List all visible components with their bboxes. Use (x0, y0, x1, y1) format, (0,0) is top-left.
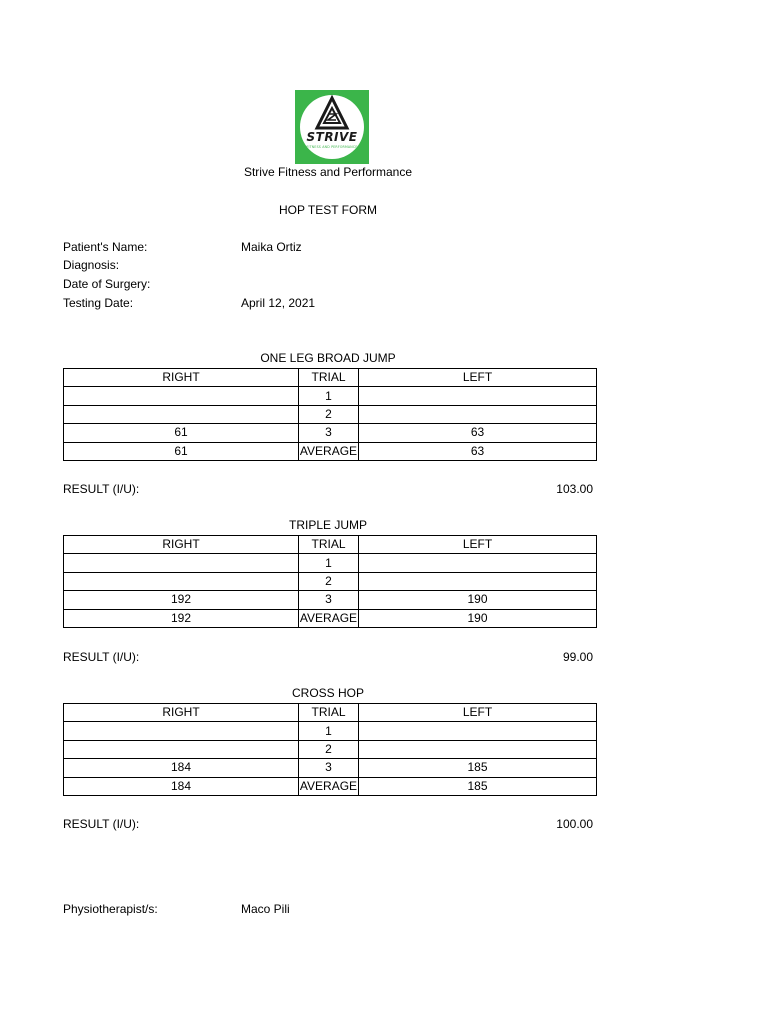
col-trial-header: TRIAL (299, 369, 359, 387)
table-row (64, 722, 597, 740)
left-cell: 185 (359, 759, 597, 777)
table-row (64, 405, 597, 423)
patient-name-label: Patient's Name: (63, 240, 148, 254)
table-row (64, 759, 597, 777)
right-cell (64, 572, 299, 590)
form-title: HOP TEST FORM (278, 203, 377, 217)
trial-cell: 2 (299, 740, 359, 758)
table-header-row (64, 369, 597, 387)
result-label: RESULT (I/U): (63, 650, 140, 664)
triple-jump-table (63, 535, 597, 628)
trial-cell: 3 (299, 424, 359, 442)
trial-cell: AVERAGE (299, 442, 359, 460)
trial-cell: 1 (299, 722, 359, 740)
table-row-average (64, 777, 597, 795)
test-title-cross-hop: CROSS HOP (291, 686, 364, 700)
col-right-header: RIGHT (64, 536, 299, 554)
col-right-header: RIGHT (64, 369, 299, 387)
right-cell: 184 (64, 777, 299, 795)
right-cell (64, 387, 299, 405)
left-cell (359, 405, 597, 423)
right-cell: 61 (64, 442, 299, 460)
left-cell (359, 554, 597, 572)
surgery-date-label: Date of Surgery: (63, 277, 151, 291)
left-cell: 63 (359, 424, 597, 442)
result-label: RESULT (I/U): (63, 482, 140, 496)
col-trial-header: TRIAL (299, 704, 359, 722)
trial-cell: AVERAGE (299, 609, 359, 627)
testing-date-value: April 12, 2021 (241, 296, 316, 310)
right-cell (64, 405, 299, 423)
physiotherapist-label: Physiotherapist/s: (63, 902, 158, 916)
left-cell: 185 (359, 777, 597, 795)
right-cell (64, 554, 299, 572)
table-row (64, 740, 597, 758)
patient-name-value: Maika Ortiz (241, 240, 302, 254)
trial-cell: 3 (299, 591, 359, 609)
right-cell: 184 (64, 759, 299, 777)
trial-cell: 2 (299, 405, 359, 423)
right-cell: 192 (64, 591, 299, 609)
table-header-row (64, 704, 597, 722)
trial-cell: AVERAGE (299, 777, 359, 795)
logo-tagline: FITNESS AND PERFORMANCE (306, 145, 358, 149)
result-value: 103.00 (556, 482, 593, 496)
left-cell: 190 (359, 609, 597, 627)
trial-cell: 2 (299, 572, 359, 590)
col-left-header: LEFT (359, 369, 597, 387)
left-cell (359, 572, 597, 590)
table-row (64, 572, 597, 590)
result-value: 99.00 (562, 650, 593, 664)
right-cell: 192 (64, 609, 299, 627)
left-cell: 63 (359, 442, 597, 460)
col-left-header: LEFT (359, 704, 597, 722)
table-row (64, 424, 597, 442)
col-trial-header: TRIAL (299, 536, 359, 554)
table-header-row (64, 536, 597, 554)
test-title-triple-jump: TRIPLE JUMP (288, 518, 367, 532)
diagnosis-label: Diagnosis: (63, 258, 120, 272)
trial-cell: 1 (299, 554, 359, 572)
logo-word: STRIVE (306, 130, 358, 144)
physiotherapist-name: Maco Pili (241, 902, 290, 916)
trial-cell: 1 (299, 387, 359, 405)
table-row (64, 387, 597, 405)
left-cell (359, 740, 597, 758)
cross-hop-table (63, 703, 597, 796)
left-cell: 190 (359, 591, 597, 609)
result-label: RESULT (I/U): (63, 817, 140, 831)
table-row (64, 591, 597, 609)
right-cell (64, 722, 299, 740)
table-row-average (64, 442, 597, 460)
strive-logo (295, 90, 369, 164)
testing-date-label: Testing Date: (63, 296, 134, 310)
left-cell (359, 387, 597, 405)
test-title-broad-jump: ONE LEG BROAD JUMP (260, 351, 396, 365)
broad-jump-table (63, 368, 597, 461)
col-left-header: LEFT (359, 536, 597, 554)
right-cell (64, 740, 299, 758)
organization-name: Strive Fitness and Performance (243, 165, 413, 179)
trial-cell: 3 (299, 759, 359, 777)
table-row (64, 554, 597, 572)
col-right-header: RIGHT (64, 704, 299, 722)
result-value: 100.00 (556, 817, 593, 831)
table-row-average (64, 609, 597, 627)
right-cell: 61 (64, 424, 299, 442)
left-cell (359, 722, 597, 740)
